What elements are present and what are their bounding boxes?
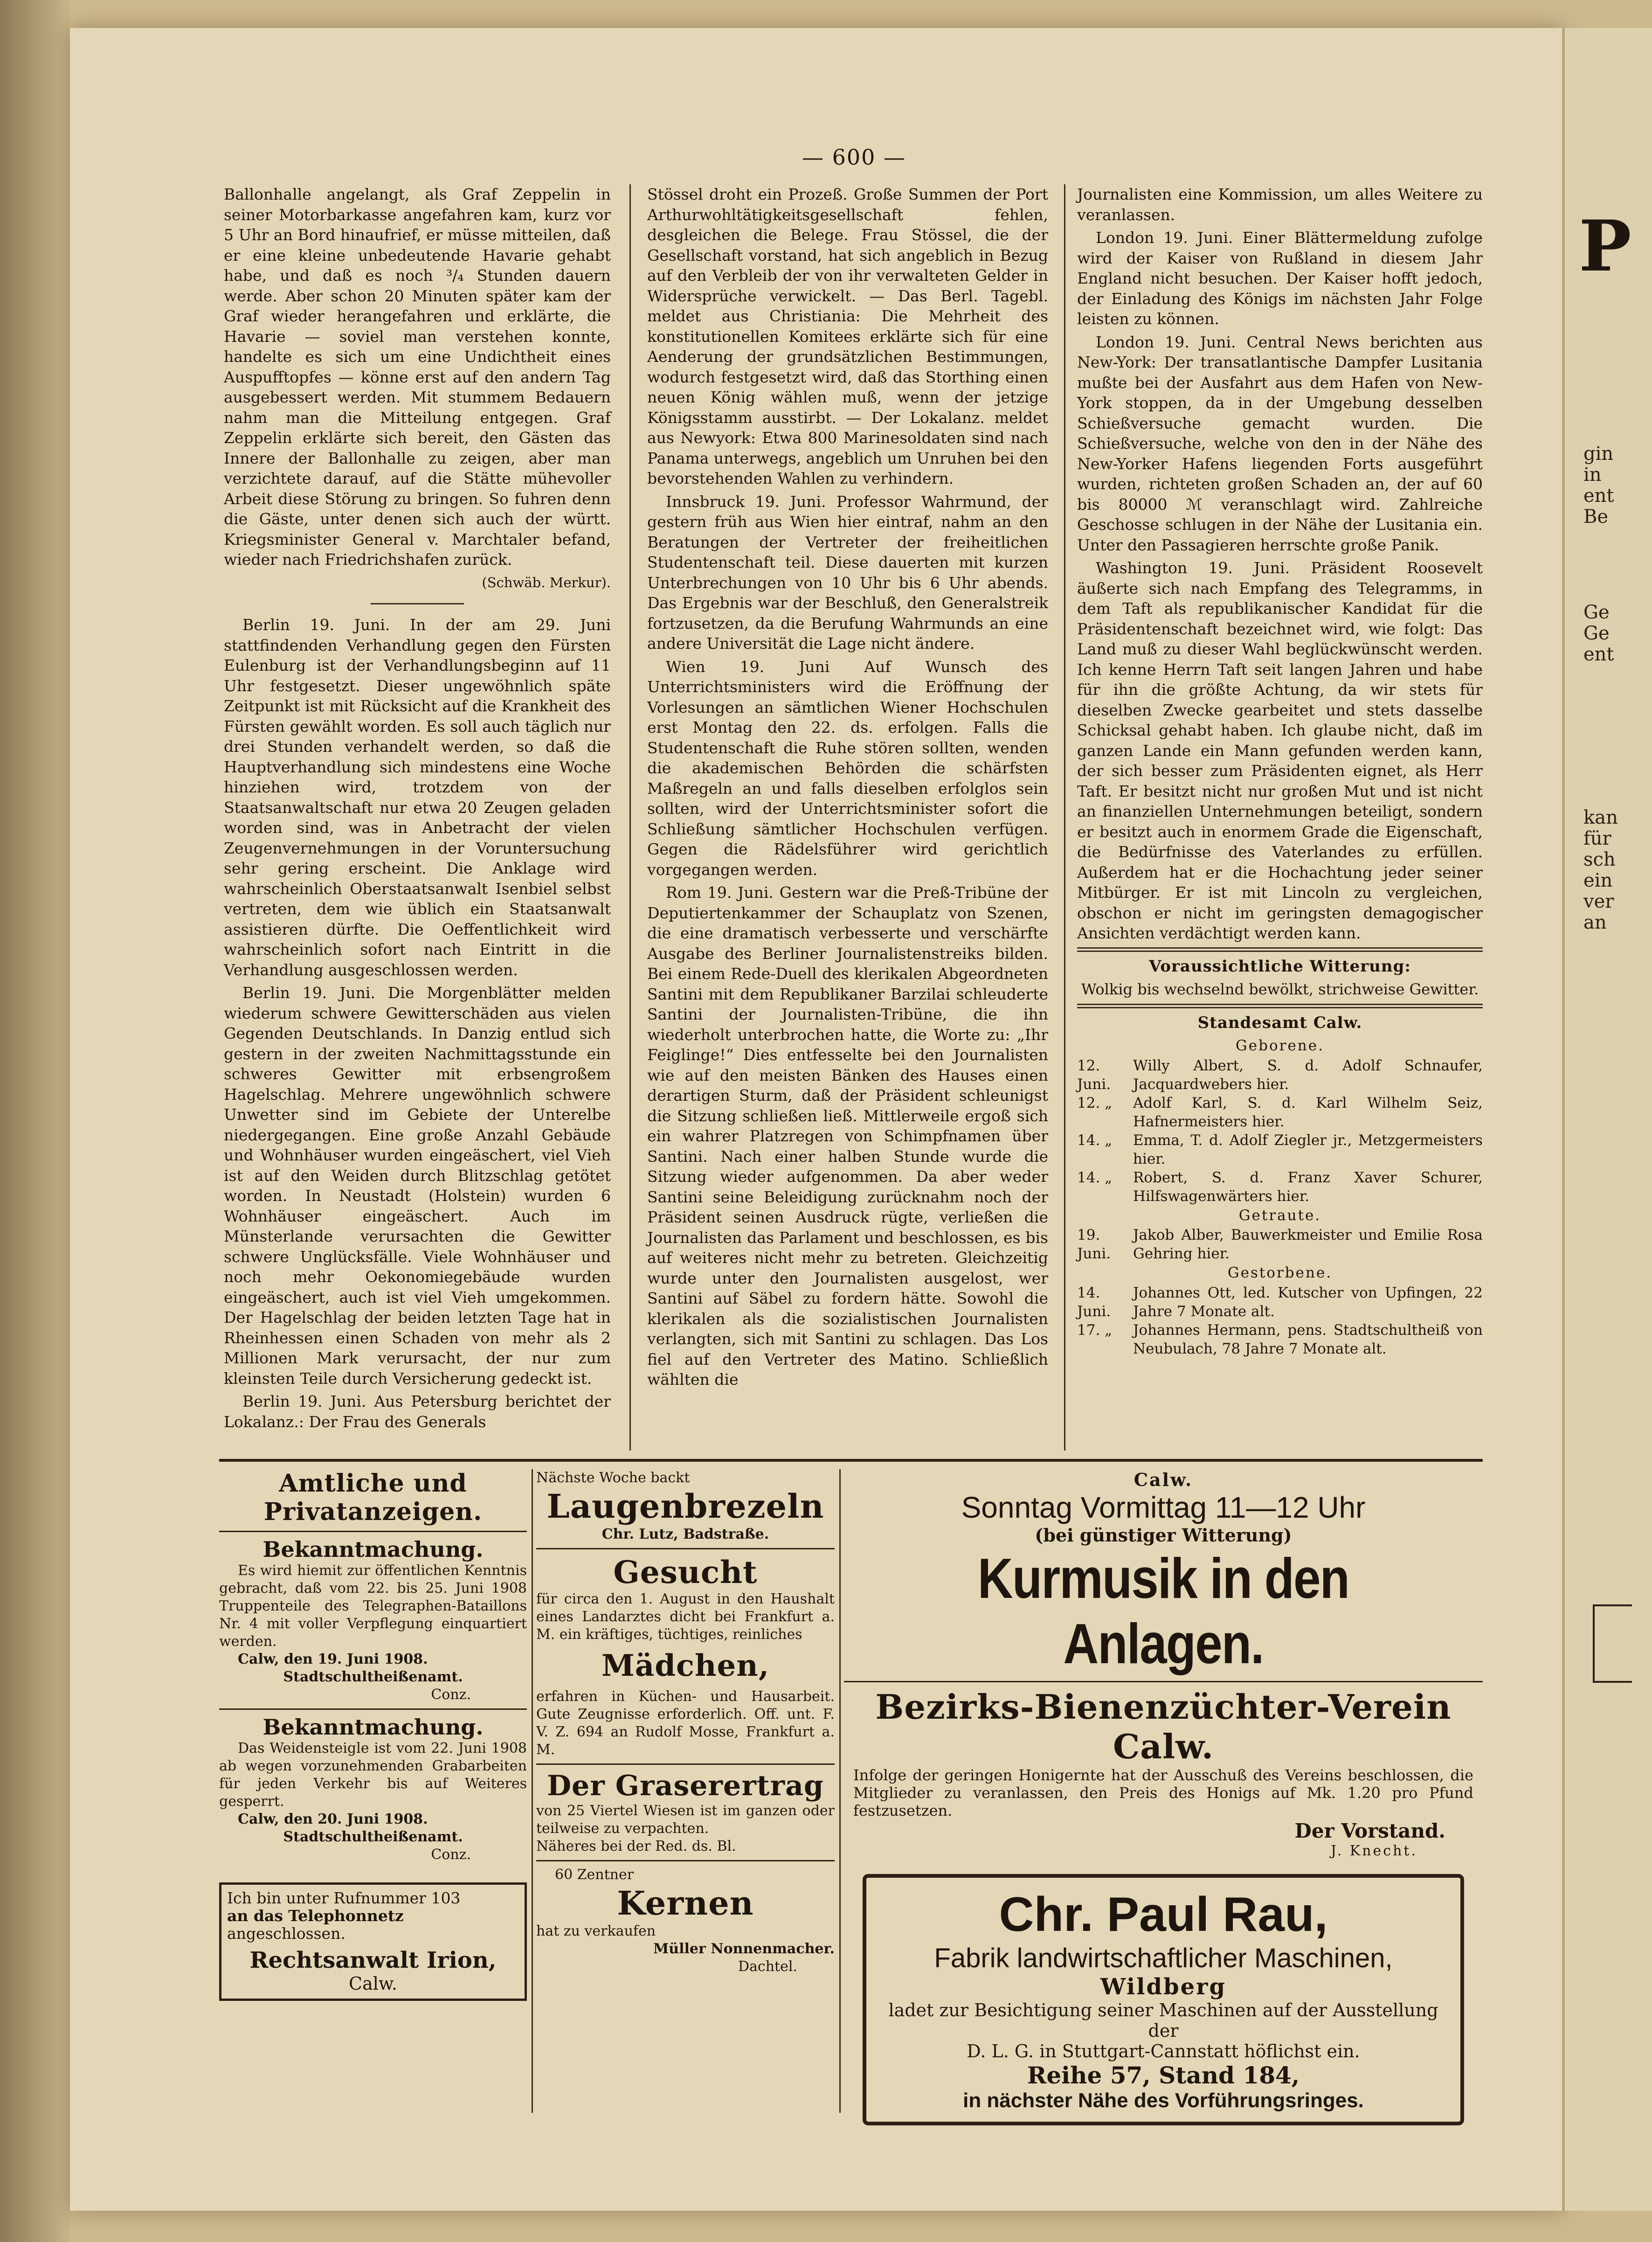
telephone-line: an das Telephonnetz [227, 1907, 404, 1925]
register-date: 14. Juni. [1077, 1284, 1111, 1320]
telephone-line: Ich bin unter Rufnummer 103 [227, 1889, 461, 1907]
register-row [1077, 1321, 1483, 1358]
news-paragraph: Journalisten eine Kommission, um alles Weitere zu veranlassen. [1077, 185, 1483, 224]
official-notices-column [219, 1469, 527, 2113]
margin-fragment: kan [1583, 807, 1618, 828]
births-heading: Geborene. [1236, 1037, 1324, 1054]
divider [219, 1531, 527, 1532]
ad-text: 60 Zentner [555, 1867, 634, 1883]
ad-signature: Der Vorstand. [1294, 1819, 1445, 1842]
ad-text: Chr. Lutz, Badstraße. [601, 1526, 769, 1542]
news-paragraph: Stössel droht ein Prozeß. Große Summen der Port Arthurwohltätigkeitsgesellschaft fehlen, desgleichen die Belege. Frau Stössel, die der Gesellschaft vorstand, hat sich angeblich in Bezug auf den Verbleib der von ihr verwalteten Gelder in Widersprüche verwickelt. — Das Berl. Tagebl. meldet aus Christiania: Die Mehrheit des konstitutionellen Komitees erklärte sich für eine Aenderung der grundsätzlichen Bestimmungen, wodurch festgesetzt wird, daß das Storthing einen neuen König wählen muß, wenn der jetzige Königsstamm ausstirbt. — Der Lokalanz. meldet aus Newyork: Etwa 800 Marinesoldaten sind nach Panama unterwegs, angeblich um Unruhen bei den bevorstehenden Wahlen zu verhindern. [647, 185, 1048, 487]
register-row [1077, 1094, 1483, 1131]
stand-note: in nächster Nähe des Vorführungsringes. [963, 2089, 1364, 2112]
births-table [1077, 1056, 1483, 1206]
margin-fragment: gin [1583, 443, 1614, 465]
news-paragraph: Berlin 19. Juni. Aus Petersburg berichtet der Lokalanz.: Der Frau des Generals [224, 1392, 611, 1431]
margin-fragment: Be [1583, 506, 1609, 528]
ad-title: Bezirks-Bienenzüchter-Verein Calw. [875, 1687, 1452, 1766]
ad-place: Calw. [1134, 1469, 1193, 1490]
company-place: Wildberg [1100, 1974, 1227, 2000]
register-entry: Jakob Alber, Bauwerkmeister und Emilie Rosa Gehring hier. [1133, 1227, 1483, 1262]
register-entry: Adolf Karl, S. d. Karl Wilhelm Seiz, Hafnermeisters hier. [1133, 1094, 1483, 1130]
register-row [1077, 1226, 1483, 1263]
ad-text: von 25 Viertel Wiesen ist im ganzen oder teilweise zu verpachten. [536, 1803, 835, 1837]
stand-location: Reihe 57, Stand 184, [1027, 2062, 1300, 2089]
rau-advert [863, 1874, 1464, 2125]
ad-title: Gesucht [613, 1554, 758, 1590]
lawyer-place: Calw. [349, 1973, 397, 1994]
news-source: (Schwäb. Merkur). [482, 574, 611, 590]
divider [844, 1681, 1483, 1682]
ad-title: Kernen [617, 1884, 754, 1923]
margin-fragment: ein [1583, 870, 1613, 891]
news-paragraph: Ballonhalle angelangt, als Graf Zeppelin in seiner Motorbarkasse angefahren kam, kurz vor 5 Uhr an Bord hinaufrief, er müsse mitteilen, daß er eine kleine unbedeutende Havarie gehabt habe, und daß es noch ³/₄ Stunden dauern werde. Aber schon 20 Minuten später kam der Graf wieder herangefahren und erklärte, die Havarie — soviel man verstehen konnte, handelte es sich um eine Undichtheit eines Auspufftopfes — könne erst auf den andern Tag ausgebessert werden. Mit stummem Bedauern nahm man die Mitteilung entgegen. Graf Zeppelin erklärte sich bereit, den Gästen das Innere der Ballonhalle zu zeigen, aber man verzichtete darauf, auf die Stätte mühevoller Arbeit diese Störung zu bringen. So fuhren denn die Gäste, unter denen sich auch der württ. Kriegsminister General v. Marchtaler befand, wieder nach Friedrichshafen zurück. [224, 185, 611, 569]
private-ads-column [536, 1469, 835, 2113]
telephone-line: angeschlossen. [227, 1924, 346, 1943]
news-paragraph: Berlin 19. Juni. Die Morgenblätter melden wiederum schwere Gewitterschäden aus vielen Gegenden Deutschlands. In Danzig entlud sich gestern in der zweiten Nachmittagsstunde ein schweres Gewitter mit erbsengroßem Hagelschlag. Mehrere ungewöhnlich schwere Unwetter sind im Gebiete der Unterelbe niedergegangen. Eine große Anzahl Gebäude und Wohnhäuser wurden eingeäschert, viel Vieh ist auf den Weiden durch Blitzschlag getötet worden. In Neustadt (Holstein) wurden 6 Wohnhäuser eingeäschert. Auch im Münsterlande verursachten die Gewitter schwere Unglücksfälle. Viele Wohnhäuser und noch mehr Oekonomiegebäude wurden eingeäschert, auch ist viel Vieh umgekommen. Der Hagelschlag der beiden letzten Tage hat in Rheinhessen einen Schaden von mehr als 2 Millionen Mark verursacht, der nur zum kleinsten Teile durch Versicherung gedeckt ist. [224, 984, 611, 1388]
register-entry: Willy Albert, S. d. Adolf Schnaufer, Jacquardwebers hier. [1133, 1057, 1483, 1093]
news-paragraph: Rom 19. Juni. Gestern war die Preß-Tribüne der Deputiertenkammer der Schauplatz von Szenen, die eine dramatisch verbesserte und verschärfte Ausgabe des Berliner Journalistenstreiks bilden. Bei einem Rede-Duell des klerikalen Abgeordneten Santini mit dem Republikaner Barzilai schleuderte Santini der Journalisten-Tribüne, die ihn wiederholt unterbrochen hatte, die Worte zu: „Ihr Feiglinge!“ Dies entfesselte bei den Journalisten wie auf den meisten Bänken des Hauses einen derartigen Sturm, daß der Präsident schleunigst die Sitzung schließen ließ. Mittlerweile ergoß sich ein wahrer Platzregen von Schimpfnamen über Santini. Nach einer halben Stunde wurde die Sitzung wieder aufgenommen. Da aber weder Santini seine Beleidigung zurücknahm noch der Präsident seinen Ausdruck rügte, verließen die Journalisten das Parlament und beschlossen, es bis auf weiteres nicht mehr zu betreten. Gleichzeitig wurde unter den Journalisten ausgelost, wer Santini auf Säbel zu fordern hätte. Sowohl die klerikalen als die sozialistischen Journalisten verlangten, sich mit Santini zu schlagen. Das Los fiel auf den Vertreter des Matino. Schließlich wählten die [647, 883, 1048, 1388]
margin-fragment: für [1583, 828, 1611, 849]
news-paragraph: Wien 19. Juni Auf Wunsch des Unterrichtsministers wird die Eröffnung der Vorlesungen an sämtlichen Wiener Hochschulen erst Montag den 22. ds. erfolgen. Falls die Studentenschaft die Ruhe stören sollten, wenden die akademischen Behörden die schärfsten Maßregeln an und falls dieselben erfolglos sein sollten, wird der Unterrichtsminister sofort die Schließung sämtlicher Hochschulen verfügen. Gegen die Rädelsführer wird gerichtlich vorgegangen werden. [647, 657, 1048, 879]
book-binding [0, 0, 70, 2242]
civil-register-title: Standesamt Calw. [1197, 1013, 1362, 1032]
ad-title: Mädchen, [601, 1648, 770, 1683]
column-divider [629, 184, 631, 1451]
section-divider [1077, 947, 1483, 952]
page-number: — 600 — [802, 145, 906, 170]
margin-fragment: Ge [1583, 602, 1610, 623]
margin-fragment: in [1583, 464, 1602, 486]
divider [536, 1763, 835, 1765]
register-entry: Emma, T. d. Adolf Ziegler jr., Metzgermeisters hier. [1133, 1131, 1483, 1167]
ad-text: Müller Nonnenmacher. [653, 1941, 835, 1957]
news-column-3 [1077, 184, 1483, 1444]
adjacent-page-edge [1562, 28, 1652, 2211]
register-row [1077, 1284, 1483, 1321]
notice-place-date: Calw, den 20. Juni 1908. [238, 1811, 428, 1827]
weather-forecast: Wolkig bis wechselnd bewölkt, strichweise Gewitter. [1081, 980, 1479, 998]
company-tagline: Fabrik landwirtschaftlicher Maschinen, [934, 1943, 1393, 1973]
register-row [1077, 1056, 1483, 1094]
notice-signature: Conz. [431, 1846, 471, 1863]
ad-text: hat zu verkaufen [536, 1923, 656, 1939]
notice-place-date: Calw, den 19. Juni 1908. [238, 1651, 428, 1667]
divider [536, 1548, 835, 1549]
ad-text: Nächste Woche backt [536, 1470, 690, 1486]
notice-office: Stadtschultheißenamt. [283, 1829, 463, 1845]
register-date: 14. „ [1077, 1169, 1113, 1186]
ad-time: Sonntag Vormittag 11—12 Uhr [961, 1491, 1366, 1524]
ad-text: D. L. G. in Stuttgart-Cannstatt höflichst ein. [967, 2041, 1360, 2062]
ad-title: Laugenbrezeln [546, 1487, 824, 1526]
news-paragraph: Innsbruck 19. Juni. Professor Wahrmund, der gestern früh aus Wien hier eintraf, nahm an den Beratungen der Vertreter der freiheitlichen Studentenschaft teil. Diese dauerten mit kurzen Unterbrechungen von 10 Uhr bis 6 Uhr abends. Das Ergebnis war der Beschluß, den Generalstreik fortzusetzen, da die Berufung Wahrmunds an eine andere Universität die Lage nicht ändere. [647, 492, 1048, 652]
margin-fragment: an [1583, 912, 1607, 933]
ad-text: erfahren in Küchen- und Hausarbeit. Gute Zeugnisse erforderlich. Off. unt. F. V. Z. 694 an Rudolf Mosse, Frankfurt a. M. [536, 1688, 835, 1758]
margin-fragment: sch [1583, 849, 1616, 870]
section-divider [371, 603, 464, 604]
register-entry: Johannes Ott, led. Kutscher von Upfingen, 22 Jahre 7 Monate alt. [1133, 1284, 1483, 1320]
notice-title: Bekanntmachung. [263, 1537, 484, 1562]
register-date: 14. „ [1077, 1131, 1113, 1149]
deaths-table [1077, 1284, 1483, 1358]
adjacent-ad-frame [1593, 1604, 1632, 1683]
register-entry: Robert, S. d. Franz Xaver Schurer, Hilfswagenwärters hier. [1133, 1169, 1483, 1205]
divider [219, 1708, 527, 1710]
ads-section-rule [219, 1459, 1483, 1462]
marriages-heading: Getraute. [1238, 1207, 1321, 1224]
news-paragraph: London 19. Juni. Central News berichten aus New-York: Der transatlantische Dampfer Lusitania mußte bei der Ausfahrt aus dem Hafen von New-York stoppen, da in der Umgebung desselben Schießversuche gemacht wurden. Die Schießversuche, welche von den in der Nähe des New-Yorker Hafens liegenden Forts ausgeführt wurden, richteten großen Schaden an, der auf 60 bis 80000 ℳ veranschlagt wird. Zahlreiche Geschosse schlugen in der Nähe der Lusitania ein. Unter den Passagieren herrschte große Panik. [1077, 333, 1483, 554]
ad-title: Kurmusik in den Anlagen. [977, 1547, 1349, 1675]
notice-title: Bekanntmachung. [263, 1714, 484, 1740]
news-column-1 [224, 184, 611, 1444]
marriages-table [1077, 1226, 1483, 1263]
ad-text: Infolge der geringen Honigernte hat der Ausschuß des Vereins beschlossen, die Mitglieder zu veranlassen, den Preis des Honigs auf Mk. 1.20 pro Pfund festzusetzen. [853, 1766, 1473, 1819]
register-date: 17. „ [1077, 1321, 1113, 1339]
notice-signature: Conz. [431, 1687, 471, 1703]
news-paragraph: London 19. Juni. Einer Blättermeldung zufolge wird der Kaiser von Rußland in diesem Jahr England nicht besuchen. Der Kaiser hofft jedoch, der Einladung des Königs im nächsten Jahr Folge leisten zu können. [1077, 229, 1483, 328]
deaths-heading: Gestorbene. [1227, 1264, 1333, 1281]
margin-fragment: ent [1583, 644, 1614, 665]
telephone-notice [219, 1882, 527, 2001]
company-name: Chr. Paul Rau, [999, 1888, 1328, 1942]
adjacent-page-initial: P [1579, 205, 1631, 287]
official-notices-title: Amtliche und Privatanzeigen. [263, 1469, 483, 1526]
lawyer-name: Rechtsanwalt Irion, [249, 1947, 497, 1973]
register-date: 12. „ [1077, 1094, 1113, 1111]
weather-title: Voraussichtliche Witterung: [1149, 957, 1411, 976]
ad-text: für circa den 1. August in den Haushalt eines Landarztes dicht bei Frankfurt a. M. ein kräftiges, tüchtiges, reinliches [536, 1591, 835, 1643]
register-row [1077, 1131, 1483, 1168]
margin-fragment: ent [1583, 485, 1614, 507]
column-divider [532, 1469, 533, 2113]
column-divider [1064, 184, 1065, 1451]
notice-text: Es wird hiemit zur öffentlichen Kenntnis gebracht, daß vom 22. bis 25. Juni 1908 Truppenteile des Telegraphen-Bataillons Nr. 4 mit voller Verpflegung einquartiert werden. [219, 1562, 527, 1650]
news-paragraph: Washington 19. Juni. Präsident Roosevelt äußerte sich nach Empfang des Telegramms, in dem Taft als republikanischer Kandidat für die Präsidentenschaft bezeichnet wird, wie folgt: Das Land muß zu dieser Wahl beglückwünscht werden. Ich kenne Herrn Taft seit langen Jahren und habe für ihn die größte Achtung, da wir stets für dieselben Zwecke gearbeitet und stets dasselbe Schicksal gehabt haben. Ich glaube nicht, daß im ganzen Lande ein Mann gefunden werden kann, der sich besser zum Präsidenten eignet, als Herr Taft. Er besitzt nicht nur großen Mut und ist nicht an finanziellen Unternehmungen beteiligt, sondern er besitzt auch in enormem Grade die Eigenschaft, die Bedürfnisse des Vaterlandes zu erfüllen. Außerdem hat er die Hochachtung jeder seiner Mitbürger. Er ist mit Lincoln zu vergleichen, obschon er nicht im geringsten demagogischer Ansichten verdächtigt werden kann. [1077, 559, 1483, 942]
ad-title: Der Graserertrag [547, 1770, 824, 1802]
ad-text: Näheres bei der Red. ds. Bl. [536, 1838, 736, 1854]
register-date: 19. Juni. [1077, 1227, 1111, 1262]
margin-fragment: Ge [1583, 623, 1610, 644]
divider [536, 1860, 835, 1861]
register-date: 12. Juni. [1077, 1057, 1111, 1093]
ad-signature: J. Knecht. [1331, 1843, 1417, 1859]
ad-text: ladet zur Besichtigung seiner Maschinen auf der Ausstellung der [888, 2000, 1438, 2041]
display-ads-column [844, 1469, 1483, 2113]
news-column-2 [647, 184, 1048, 1444]
news-paragraph: Berlin 19. Juni. In der am 29. Juni stattfindenden Verhandlung gegen den Fürsten Eulenburg ist der Verhandlungsbeginn auf 11 Uhr festgesetzt. Dieser ungewöhnlich späte Zeitpunkt ist mit Rücksicht auf die Krankheit des Fürsten gewählt worden. Es soll auch täglich nur drei Stunden verhandelt werden, so daß die Hauptverhandlung sich mindestens eine Woche hinziehen wird, trotzdem von der Staatsanwaltschaft nur etwa 20 Zeugen geladen worden sind, was in Anbetracht der vielen Zeugenvernehmungen in der Voruntersuchung sehr gering erscheint. Die Anklage wird wahrscheinlich Oberstaatsanwalt Isenbiel selbst vertreten, dem wie üblich ein Staatsanwalt assistieren dürfte. Die Oeffentlichkeit wird wahrscheinlich sofort nach Eintritt in die Verhandlung ausgeschlossen werden. [224, 616, 611, 979]
margin-fragment: ver [1583, 891, 1614, 912]
ad-text: Dachtel. [738, 1958, 797, 1975]
section-divider [1077, 1004, 1483, 1008]
notice-office: Stadtschultheißenamt. [283, 1669, 463, 1685]
column-divider [839, 1469, 841, 2113]
register-entry: Johannes Hermann, pens. Stadtschultheiß von Neubulach, 78 Jahre 7 Monate alt. [1133, 1321, 1483, 1357]
notice-text: Das Weidensteigle ist vom 22. Juni 1908 ab wegen vorzunehmenden Grabarbeiten für jeden Verkehr bis auf Weiteres gesperrt. [219, 1740, 527, 1810]
ad-text: (bei günstiger Witterung) [1035, 1525, 1292, 1546]
register-row [1077, 1168, 1483, 1206]
